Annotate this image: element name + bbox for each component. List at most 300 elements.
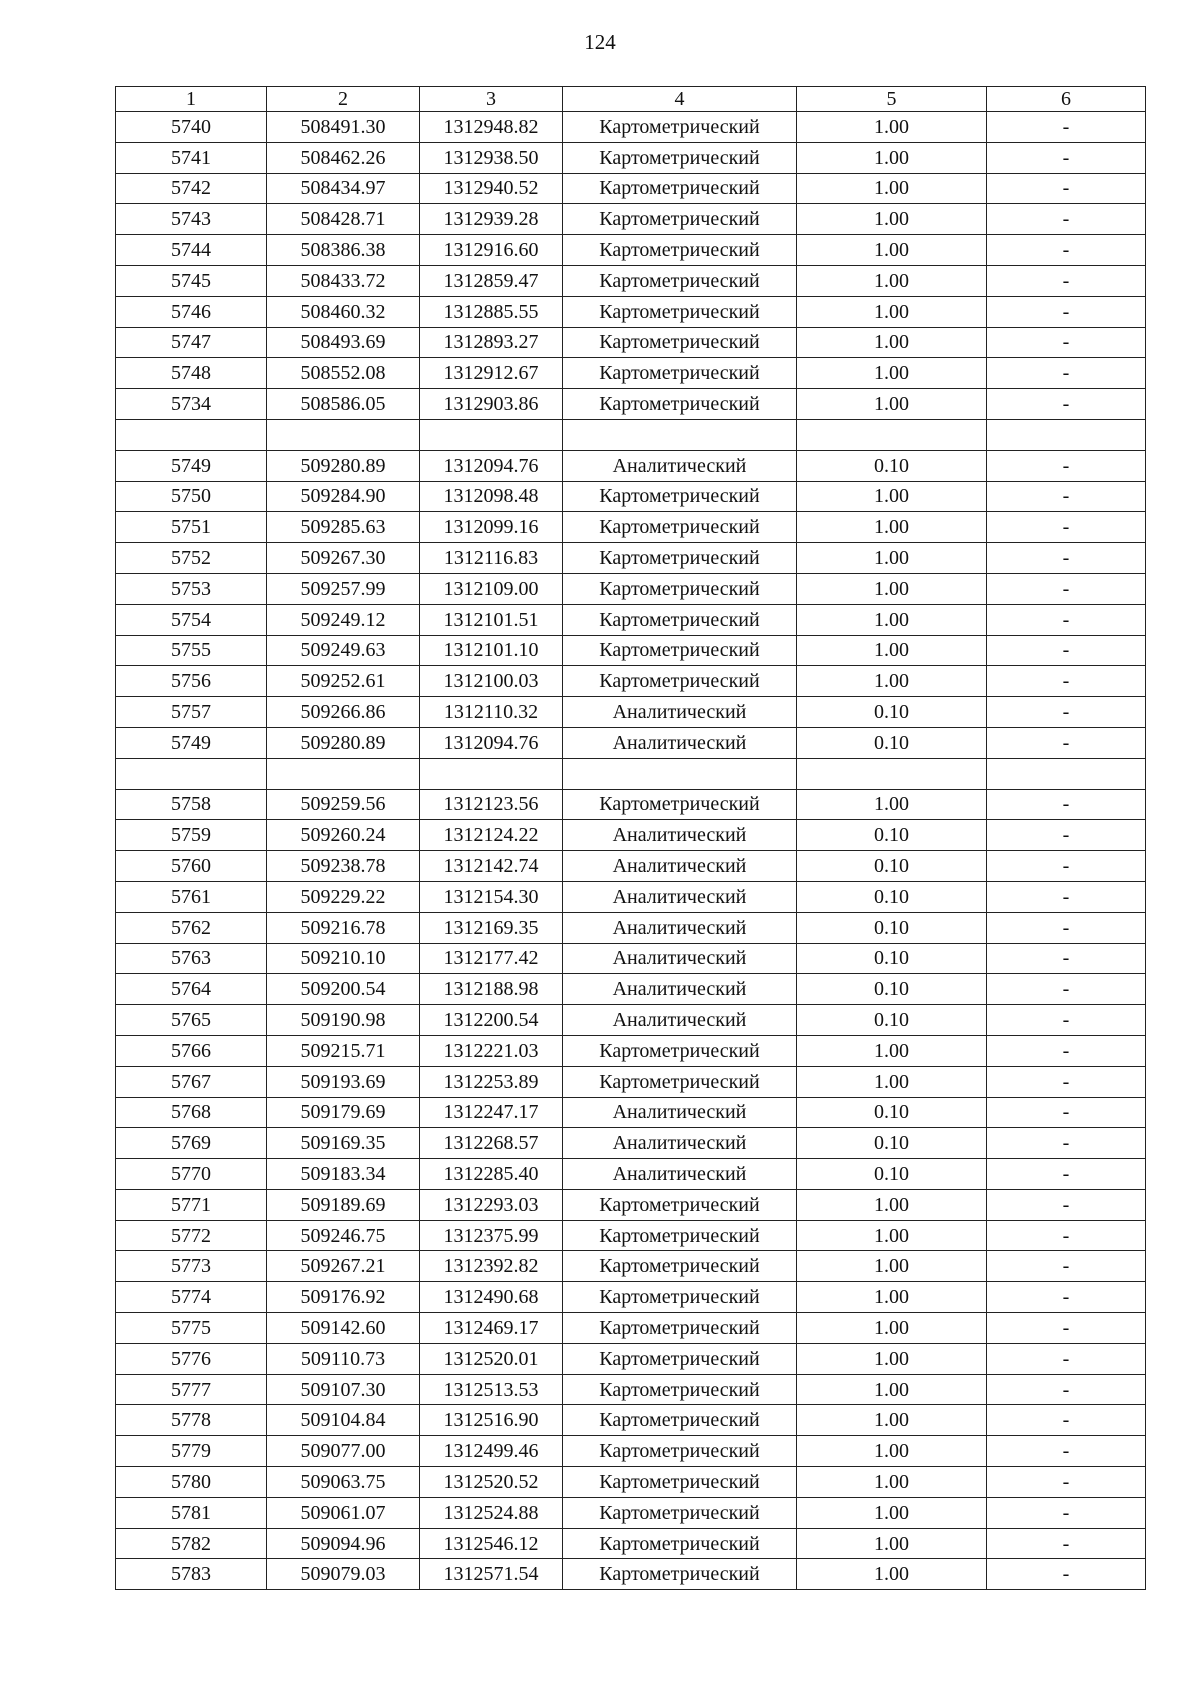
note-cell: - [987, 666, 1146, 697]
method-cell [563, 758, 797, 789]
x-coordinate-cell: 508386.38 [267, 235, 420, 266]
point-number-cell: 5746 [116, 296, 267, 327]
table-row [116, 1405, 1146, 1436]
accuracy-cell: 1.00 [797, 1220, 987, 1251]
table-row [116, 1497, 1146, 1528]
point-number-cell: 5767 [116, 1066, 267, 1097]
method-cell: Картометрический [563, 604, 797, 635]
x-coordinate-cell: 509259.56 [267, 789, 420, 820]
accuracy-cell: 0.10 [797, 1159, 987, 1190]
point-number-cell: 5745 [116, 265, 267, 296]
table-body [116, 112, 1146, 1590]
method-cell: Аналитический [563, 974, 797, 1005]
accuracy-cell: 1.00 [797, 235, 987, 266]
note-cell: - [987, 142, 1146, 173]
x-coordinate-cell: 509267.30 [267, 543, 420, 574]
method-cell: Аналитический [563, 450, 797, 481]
y-coordinate-cell: 1312253.89 [420, 1066, 563, 1097]
accuracy-cell [797, 419, 987, 450]
accuracy-cell: 0.10 [797, 912, 987, 943]
point-number-cell: 5771 [116, 1189, 267, 1220]
table-row [116, 173, 1146, 204]
method-cell: Картометрический [563, 142, 797, 173]
accuracy-cell: 0.10 [797, 727, 987, 758]
point-number-cell: 5766 [116, 1035, 267, 1066]
page-number: 124 [584, 30, 616, 54]
note-cell: - [987, 1313, 1146, 1344]
accuracy-cell: 1.00 [797, 1282, 987, 1313]
y-coordinate-cell: 1312520.01 [420, 1343, 563, 1374]
x-coordinate-cell: 509063.75 [267, 1467, 420, 1498]
point-number-cell: 5772 [116, 1220, 267, 1251]
note-cell: - [987, 727, 1146, 758]
y-coordinate-cell: 1312375.99 [420, 1220, 563, 1251]
point-number-cell: 5761 [116, 881, 267, 912]
y-coordinate-cell: 1312893.27 [420, 327, 563, 358]
x-coordinate-cell: 509077.00 [267, 1436, 420, 1467]
y-coordinate-cell [420, 419, 563, 450]
note-cell: - [987, 1405, 1146, 1436]
point-number-cell: 5783 [116, 1559, 267, 1590]
method-cell: Картометрический [563, 358, 797, 389]
y-coordinate-cell: 1312293.03 [420, 1189, 563, 1220]
note-cell: - [987, 1528, 1146, 1559]
y-coordinate-cell: 1312100.03 [420, 666, 563, 697]
x-coordinate-cell: 509094.96 [267, 1528, 420, 1559]
point-number-cell: 5777 [116, 1374, 267, 1405]
point-number-cell: 5740 [116, 112, 267, 143]
y-coordinate-cell: 1312188.98 [420, 974, 563, 1005]
column-header: 4 [563, 87, 797, 112]
y-coordinate-cell: 1312948.82 [420, 112, 563, 143]
x-coordinate-cell: 509238.78 [267, 851, 420, 882]
note-cell: - [987, 881, 1146, 912]
note-cell: - [987, 1066, 1146, 1097]
column-header: 6 [987, 87, 1146, 112]
y-coordinate-cell: 1312099.16 [420, 512, 563, 543]
method-cell: Аналитический [563, 912, 797, 943]
x-coordinate-cell: 508460.32 [267, 296, 420, 327]
method-cell: Картометрический [563, 112, 797, 143]
method-cell: Картометрический [563, 1497, 797, 1528]
accuracy-cell: 1.00 [797, 1405, 987, 1436]
accuracy-cell: 1.00 [797, 327, 987, 358]
coordinates-table [115, 86, 1146, 1590]
x-coordinate-cell: 509280.89 [267, 727, 420, 758]
y-coordinate-cell: 1312520.52 [420, 1467, 563, 1498]
note-cell: - [987, 235, 1146, 266]
column-header: 1 [116, 87, 267, 112]
accuracy-cell: 1.00 [797, 296, 987, 327]
x-coordinate-cell: 509142.60 [267, 1313, 420, 1344]
table-row [116, 1251, 1146, 1282]
y-coordinate-cell: 1312268.57 [420, 1128, 563, 1159]
accuracy-cell: 0.10 [797, 1005, 987, 1036]
y-coordinate-cell: 1312200.54 [420, 1005, 563, 1036]
table-row [116, 327, 1146, 358]
method-cell: Картометрический [563, 1436, 797, 1467]
table-row [116, 1559, 1146, 1590]
y-coordinate-cell: 1312524.88 [420, 1497, 563, 1528]
point-number-cell: 5749 [116, 727, 267, 758]
point-number-cell: 5763 [116, 943, 267, 974]
method-cell: Картометрический [563, 543, 797, 574]
x-coordinate-cell: 509249.63 [267, 635, 420, 666]
accuracy-cell: 1.00 [797, 1436, 987, 1467]
accuracy-cell: 1.00 [797, 1559, 987, 1590]
point-number-cell: 5757 [116, 697, 267, 728]
note-cell: - [987, 265, 1146, 296]
point-number-cell: 5749 [116, 450, 267, 481]
method-cell: Аналитический [563, 851, 797, 882]
x-coordinate-cell: 509252.61 [267, 666, 420, 697]
x-coordinate-cell: 509104.84 [267, 1405, 420, 1436]
y-coordinate-cell: 1312094.76 [420, 450, 563, 481]
y-coordinate-cell: 1312490.68 [420, 1282, 563, 1313]
x-coordinate-cell: 509193.69 [267, 1066, 420, 1097]
method-cell: Картометрический [563, 1313, 797, 1344]
x-coordinate-cell: 509280.89 [267, 450, 420, 481]
y-coordinate-cell: 1312221.03 [420, 1035, 563, 1066]
accuracy-cell: 0.10 [797, 881, 987, 912]
y-coordinate-cell: 1312513.53 [420, 1374, 563, 1405]
x-coordinate-cell: 509266.86 [267, 697, 420, 728]
note-cell: - [987, 573, 1146, 604]
y-coordinate-cell: 1312101.10 [420, 635, 563, 666]
point-number-cell: 5768 [116, 1097, 267, 1128]
accuracy-cell: 1.00 [797, 1528, 987, 1559]
x-coordinate-cell: 509200.54 [267, 974, 420, 1005]
note-cell: - [987, 697, 1146, 728]
y-coordinate-cell: 1312169.35 [420, 912, 563, 943]
x-coordinate-cell: 509107.30 [267, 1374, 420, 1405]
point-number-cell: 5753 [116, 573, 267, 604]
method-cell: Картометрический [563, 1220, 797, 1251]
x-coordinate-cell: 509169.35 [267, 1128, 420, 1159]
y-coordinate-cell: 1312285.40 [420, 1159, 563, 1190]
y-coordinate-cell: 1312938.50 [420, 142, 563, 173]
accuracy-cell [797, 758, 987, 789]
y-coordinate-cell: 1312859.47 [420, 265, 563, 296]
method-cell: Картометрический [563, 204, 797, 235]
y-coordinate-cell: 1312154.30 [420, 881, 563, 912]
x-coordinate-cell: 508434.97 [267, 173, 420, 204]
method-cell: Аналитический [563, 727, 797, 758]
y-coordinate-cell: 1312094.76 [420, 727, 563, 758]
point-number-cell: 5770 [116, 1159, 267, 1190]
accuracy-cell: 1.00 [797, 666, 987, 697]
accuracy-cell: 0.10 [797, 697, 987, 728]
table-row [116, 1374, 1146, 1405]
y-coordinate-cell [420, 758, 563, 789]
accuracy-cell: 1.00 [797, 1374, 987, 1405]
note-cell: - [987, 974, 1146, 1005]
x-coordinate-cell: 509260.24 [267, 820, 420, 851]
y-coordinate-cell: 1312885.55 [420, 296, 563, 327]
method-cell [563, 419, 797, 450]
x-coordinate-cell: 508552.08 [267, 358, 420, 389]
table-row [116, 881, 1146, 912]
point-number-cell: 5759 [116, 820, 267, 851]
point-number-cell: 5765 [116, 1005, 267, 1036]
note-cell: - [987, 820, 1146, 851]
point-number-cell: 5773 [116, 1251, 267, 1282]
table-row [116, 697, 1146, 728]
point-number-cell: 5774 [116, 1282, 267, 1313]
table-row [116, 789, 1146, 820]
method-cell: Картометрический [563, 389, 797, 420]
y-coordinate-cell: 1312110.32 [420, 697, 563, 728]
point-number-cell [116, 419, 267, 450]
point-number-cell: 5751 [116, 512, 267, 543]
accuracy-cell: 0.10 [797, 943, 987, 974]
note-cell: - [987, 1374, 1146, 1405]
method-cell: Картометрический [563, 173, 797, 204]
point-number-cell: 5762 [116, 912, 267, 943]
table-row [116, 1343, 1146, 1374]
point-number-cell: 5755 [116, 635, 267, 666]
point-number-cell: 5769 [116, 1128, 267, 1159]
accuracy-cell: 1.00 [797, 481, 987, 512]
x-coordinate-cell: 509190.98 [267, 1005, 420, 1036]
x-coordinate-cell: 509079.03 [267, 1559, 420, 1590]
point-number-cell: 5758 [116, 789, 267, 820]
x-coordinate-cell: 508491.30 [267, 112, 420, 143]
point-number-cell: 5775 [116, 1313, 267, 1344]
table-row [116, 1467, 1146, 1498]
point-number-cell: 5779 [116, 1436, 267, 1467]
accuracy-cell: 1.00 [797, 635, 987, 666]
note-cell: - [987, 1128, 1146, 1159]
table-row [116, 1313, 1146, 1344]
y-coordinate-cell: 1312392.82 [420, 1251, 563, 1282]
table-row [116, 1189, 1146, 1220]
point-number-cell: 5741 [116, 142, 267, 173]
method-cell: Картометрический [563, 327, 797, 358]
y-coordinate-cell: 1312109.00 [420, 573, 563, 604]
accuracy-cell: 1.00 [797, 142, 987, 173]
x-coordinate-cell: 509216.78 [267, 912, 420, 943]
y-coordinate-cell: 1312177.42 [420, 943, 563, 974]
note-cell: - [987, 1343, 1146, 1374]
x-coordinate-cell: 509257.99 [267, 573, 420, 604]
table-row [116, 1159, 1146, 1190]
point-number-cell: 5776 [116, 1343, 267, 1374]
method-cell: Аналитический [563, 1159, 797, 1190]
table-row [116, 573, 1146, 604]
point-number-cell: 5756 [116, 666, 267, 697]
table-row [116, 1220, 1146, 1251]
table-row [116, 1528, 1146, 1559]
column-header: 3 [420, 87, 563, 112]
method-cell: Картометрический [563, 1343, 797, 1374]
accuracy-cell: 1.00 [797, 573, 987, 604]
method-cell: Картометрический [563, 1374, 797, 1405]
x-coordinate-cell: 509249.12 [267, 604, 420, 635]
accuracy-cell: 1.00 [797, 204, 987, 235]
note-cell: - [987, 204, 1146, 235]
method-cell: Картометрический [563, 1189, 797, 1220]
method-cell: Картометрический [563, 1035, 797, 1066]
x-coordinate-cell: 509229.22 [267, 881, 420, 912]
table-row [116, 635, 1146, 666]
table-row [116, 512, 1146, 543]
note-cell: - [987, 851, 1146, 882]
x-coordinate-cell: 509285.63 [267, 512, 420, 543]
note-cell: - [987, 543, 1146, 574]
point-number-cell: 5734 [116, 389, 267, 420]
accuracy-cell: 1.00 [797, 1313, 987, 1344]
method-cell: Аналитический [563, 820, 797, 851]
y-coordinate-cell: 1312142.74 [420, 851, 563, 882]
note-cell: - [987, 943, 1146, 974]
note-cell: - [987, 635, 1146, 666]
method-cell: Картометрический [563, 296, 797, 327]
point-number-cell: 5764 [116, 974, 267, 1005]
table-row [116, 204, 1146, 235]
note-cell: - [987, 1035, 1146, 1066]
table-row [116, 1128, 1146, 1159]
method-cell: Картометрический [563, 1467, 797, 1498]
x-coordinate-cell: 509267.21 [267, 1251, 420, 1282]
table-row [116, 1282, 1146, 1313]
table-row [116, 543, 1146, 574]
y-coordinate-cell: 1312903.86 [420, 389, 563, 420]
x-coordinate-cell: 508493.69 [267, 327, 420, 358]
y-coordinate-cell: 1312916.60 [420, 235, 563, 266]
table-row [116, 851, 1146, 882]
table-row [116, 142, 1146, 173]
table-row [116, 604, 1146, 635]
point-number-cell: 5782 [116, 1528, 267, 1559]
method-cell: Картометрический [563, 512, 797, 543]
table-row [116, 1436, 1146, 1467]
x-coordinate-cell: 509284.90 [267, 481, 420, 512]
point-number-cell [116, 758, 267, 789]
accuracy-cell: 1.00 [797, 604, 987, 635]
note-cell: - [987, 1159, 1146, 1190]
accuracy-cell: 1.00 [797, 1066, 987, 1097]
method-cell: Картометрический [563, 481, 797, 512]
note-cell: - [987, 358, 1146, 389]
point-number-cell: 5747 [116, 327, 267, 358]
y-coordinate-cell: 1312940.52 [420, 173, 563, 204]
accuracy-cell: 1.00 [797, 1035, 987, 1066]
x-coordinate-cell: 509210.10 [267, 943, 420, 974]
note-cell: - [987, 1005, 1146, 1036]
accuracy-cell: 1.00 [797, 1189, 987, 1220]
accuracy-cell: 1.00 [797, 173, 987, 204]
point-number-cell: 5752 [116, 543, 267, 574]
method-cell: Картометрический [563, 789, 797, 820]
note-cell: - [987, 296, 1146, 327]
method-cell: Аналитический [563, 1005, 797, 1036]
accuracy-cell: 1.00 [797, 1251, 987, 1282]
note-cell: - [987, 1097, 1146, 1128]
x-coordinate-cell: 508462.26 [267, 142, 420, 173]
method-cell: Картометрический [563, 1251, 797, 1282]
x-coordinate-cell: 509110.73 [267, 1343, 420, 1374]
note-cell [987, 419, 1146, 450]
table-row [116, 820, 1146, 851]
table-row [116, 358, 1146, 389]
x-coordinate-cell: 509246.75 [267, 1220, 420, 1251]
table-row [116, 1035, 1146, 1066]
accuracy-cell: 1.00 [797, 112, 987, 143]
table-row [116, 265, 1146, 296]
point-number-cell: 5748 [116, 358, 267, 389]
note-cell: - [987, 1559, 1146, 1590]
table-row [116, 296, 1146, 327]
table-header-row [116, 87, 1146, 112]
point-number-cell: 5780 [116, 1467, 267, 1498]
accuracy-cell: 1.00 [797, 543, 987, 574]
note-cell: - [987, 1467, 1146, 1498]
column-header: 2 [267, 87, 420, 112]
x-coordinate-cell: 508428.71 [267, 204, 420, 235]
y-coordinate-cell: 1312571.54 [420, 1559, 563, 1590]
note-cell: - [987, 173, 1146, 204]
method-cell: Аналитический [563, 1128, 797, 1159]
x-coordinate-cell: 509179.69 [267, 1097, 420, 1128]
accuracy-cell: 0.10 [797, 974, 987, 1005]
point-number-cell: 5742 [116, 173, 267, 204]
y-coordinate-cell: 1312546.12 [420, 1528, 563, 1559]
accuracy-cell: 1.00 [797, 389, 987, 420]
y-coordinate-cell: 1312124.22 [420, 820, 563, 851]
method-cell: Аналитический [563, 881, 797, 912]
table-row [116, 666, 1146, 697]
x-coordinate-cell: 509061.07 [267, 1497, 420, 1528]
table-row [116, 943, 1146, 974]
method-cell: Картометрический [563, 1405, 797, 1436]
y-coordinate-cell: 1312912.67 [420, 358, 563, 389]
method-cell: Картометрический [563, 1066, 797, 1097]
method-cell: Аналитический [563, 943, 797, 974]
x-coordinate-cell [267, 758, 420, 789]
x-coordinate-cell [267, 419, 420, 450]
method-cell: Картометрический [563, 265, 797, 296]
method-cell: Картометрический [563, 635, 797, 666]
note-cell: - [987, 912, 1146, 943]
note-cell: - [987, 112, 1146, 143]
table-row [116, 1097, 1146, 1128]
point-number-cell: 5760 [116, 851, 267, 882]
point-number-cell: 5743 [116, 204, 267, 235]
point-number-cell: 5750 [116, 481, 267, 512]
accuracy-cell: 0.10 [797, 820, 987, 851]
note-cell: - [987, 389, 1146, 420]
table-row [116, 758, 1146, 789]
table-row [116, 112, 1146, 143]
column-header: 5 [797, 87, 987, 112]
y-coordinate-cell: 1312516.90 [420, 1405, 563, 1436]
table-row [116, 1005, 1146, 1036]
y-coordinate-cell: 1312116.83 [420, 543, 563, 574]
note-cell: - [987, 512, 1146, 543]
note-cell [987, 758, 1146, 789]
note-cell: - [987, 327, 1146, 358]
point-number-cell: 5754 [116, 604, 267, 635]
table-row [116, 727, 1146, 758]
table-row [116, 389, 1146, 420]
table-row [116, 912, 1146, 943]
point-number-cell: 5778 [116, 1405, 267, 1436]
y-coordinate-cell: 1312101.51 [420, 604, 563, 635]
note-cell: - [987, 1436, 1146, 1467]
x-coordinate-cell: 509183.34 [267, 1159, 420, 1190]
note-cell: - [987, 1282, 1146, 1313]
